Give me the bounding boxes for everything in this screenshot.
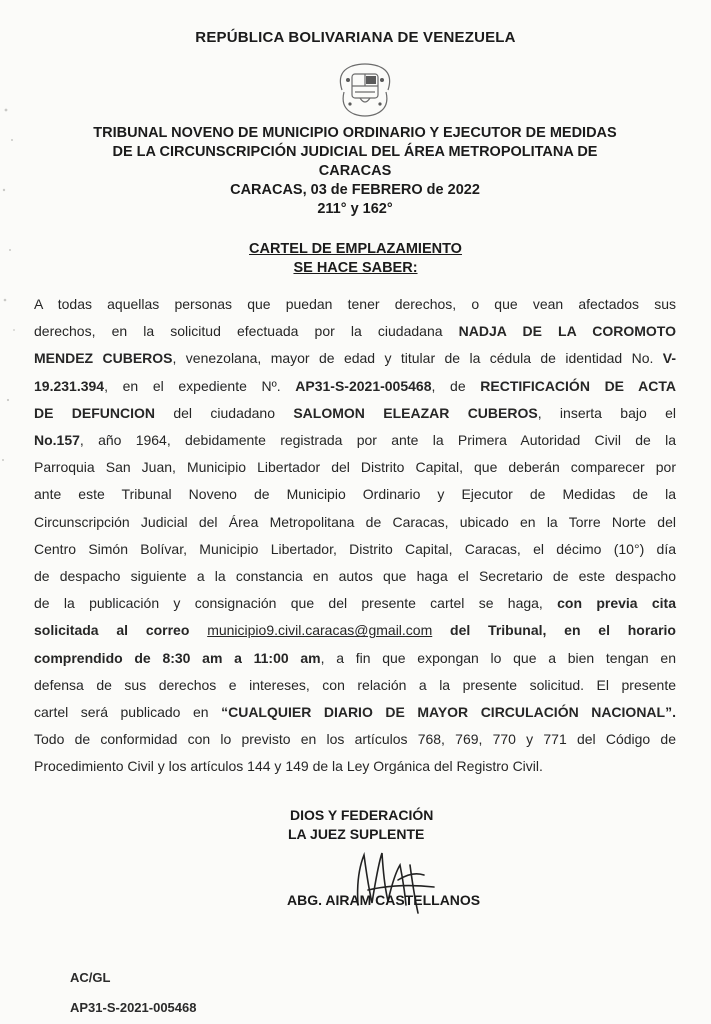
id-number: 19.231.394 — [34, 377, 105, 394]
signer-name: ABG. AIRAM CASTELLANOS — [287, 892, 481, 908]
handwritten-signature — [338, 835, 448, 925]
body-line: comprendido de 8:30 am a 11:00 am, a fin que expongan lo que a bien tengan en — [34, 649, 677, 666]
body-line: derechos, en la solicitud efectuada por la ciudadana NADJA DE LA COROMOTO — [34, 323, 677, 340]
applicant-name: NADJA DE LA COROMOTO — [458, 323, 677, 340]
court-email-link[interactable]: municipio9.civil.caracas@gmail.com — [207, 622, 433, 639]
court-name-line-3: CARACAS — [318, 163, 392, 179]
initials-reference: AC/GL — [70, 970, 111, 985]
body-line: Centro Simón Bolívar, Municipio Libertador, Distrito Capital, Caracas, el décimo (10°) día — [34, 540, 676, 557]
signer-title: LA JUEZ SUPLENTE — [288, 826, 425, 842]
body-line: Circunscripción Judicial del Área Metropolitana de Caracas, ubicado en la Torre Norte del — [34, 513, 676, 530]
years-line: 211° y 162° — [317, 201, 393, 217]
newspaper-requirement: “CUALQUIER DIARIO DE MAYOR CIRCULACIÓN NACIONAL” — [221, 704, 673, 721]
body-line: ante este Tribunal Noveno de Municipio Ordinario y Ejecutor de Medidas de la — [34, 486, 676, 503]
court-name-line-2: DE LA CIRCUNSCRIPCIÓN JUDICIAL DEL ÁREA METROPOLITANA DE — [112, 144, 598, 160]
title-line-1: CARTEL DE EMPLAZAMIENTO — [249, 241, 462, 257]
body-line: 19.231.394, en el expediente Nº. AP31-S-2021-005468, de RECTIFICACIÓN DE ACTA — [34, 377, 676, 394]
body-line: de la publicación y consignación que del presente cartel se haga, con previa cita — [34, 595, 677, 612]
document-title — [0, 240, 711, 278]
body-line: solicitada al correo municipio9.civil.caracas@gmail.com del Tribunal, en el horario — [34, 622, 676, 639]
body-line: de despacho siguiente a la constancia en autos que haga el Secretario de este despacho — [34, 568, 676, 585]
document-date: CARACAS, 03 de FEBRERO de 2022 — [230, 182, 480, 198]
body-line: A todas aquellas personas que puedan tener derechos, o que vean afectados sus — [34, 296, 676, 312]
court-header — [60, 124, 650, 219]
court-name-line-1: TRIBUNAL NOVENO DE MUNICIPIO ORDINARIO Y EJECUTOR DE MEDIDAS — [93, 125, 617, 141]
deceased-name: SALOMON ELEAZAR CUBEROS — [293, 404, 538, 421]
title-line-2: SE HACE SABER: — [293, 260, 418, 276]
closing-motto: DIOS Y FEDERACIÓN — [290, 807, 434, 823]
footer-case-number: AP31-S-2021-005468 — [70, 1000, 197, 1015]
scan-noise — [0, 100, 30, 500]
body-line: MENDEZ CUBEROS, venezolana, mayor de edad y titular de la cédula de identidad No. V- — [34, 350, 676, 367]
country-heading: REPÚBLICA BOLIVARIANA DE VENEZUELA — [195, 29, 516, 46]
office-hours: comprendido de 8:30 am a 11:00 am — [34, 649, 321, 666]
case-file-number: AP31-S-2021-005468 — [295, 377, 432, 394]
body-paragraph — [34, 291, 676, 781]
body-line: No.157, año 1964, debidamente registrada por ante la Primera Autoridad Civil de la — [34, 432, 676, 449]
body-line: defensa de sus derechos e intereses, con relación a la presente solicitud. El presente — [34, 676, 676, 693]
coat-of-arms-seal — [330, 60, 400, 120]
body-line: DE DEFUNCION del ciudadano SALOMON ELEAZAR CUBEROS, inserta bajo el — [34, 404, 677, 421]
body-line: Parroquia San Juan, Municipio Libertador del Distrito Capital, que deberán comparecer por — [34, 459, 676, 476]
body-line: Procedimiento Civil y los artículos 144 y 149 de la Ley Orgánica del Registro Civil. — [34, 758, 543, 775]
body-line: Todo de conformidad con lo previsto en los artículos 768, 769, 770 y 771 del Código de — [34, 731, 676, 748]
body-line: cartel será publicado en “CUALQUIER DIARIO DE MAYOR CIRCULACIÓN NACIONAL”. — [34, 704, 676, 721]
